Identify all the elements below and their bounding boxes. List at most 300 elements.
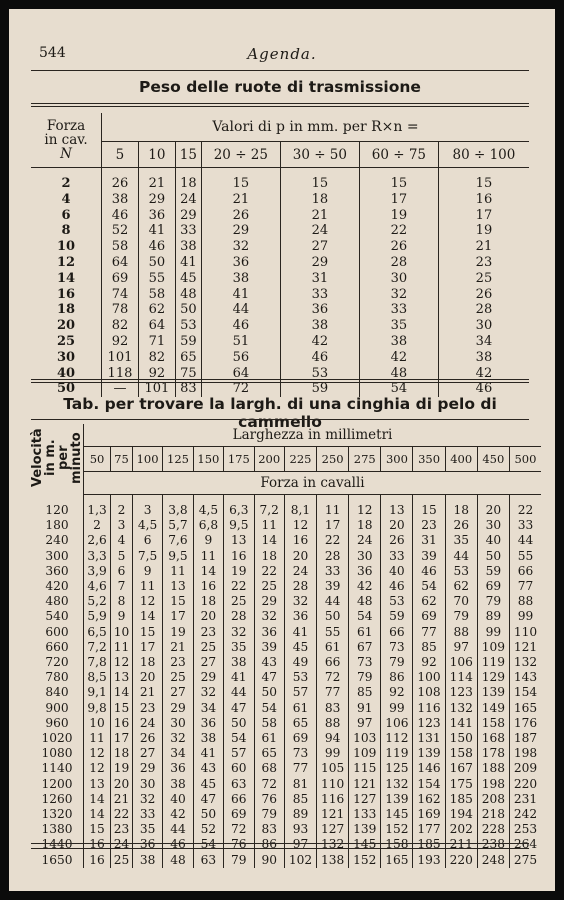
value-cell: 3 bbox=[111, 518, 133, 533]
value-cell: 15 bbox=[438, 168, 529, 192]
value-cell: 85 bbox=[413, 640, 445, 655]
value-cell: 29 bbox=[138, 192, 175, 208]
value-cell: 61 bbox=[254, 731, 284, 746]
value-cell: 28 bbox=[359, 255, 438, 271]
value-cell: 19 bbox=[163, 625, 193, 640]
value-cell: 51 bbox=[201, 334, 280, 350]
value-cell: 45 bbox=[284, 640, 316, 655]
value-cell: 66 bbox=[317, 655, 349, 670]
table-row bbox=[31, 579, 541, 594]
value-cell: 139 bbox=[413, 746, 445, 761]
value-cell: 19 bbox=[438, 223, 529, 239]
value-cell: 248 bbox=[477, 853, 509, 868]
value-cell: 220 bbox=[445, 853, 477, 868]
value-cell: 18 bbox=[349, 518, 381, 533]
value-cell: 38 bbox=[224, 655, 254, 670]
value-cell: 20 bbox=[477, 495, 509, 519]
value-cell: 176 bbox=[509, 716, 541, 731]
value-cell: 30 bbox=[438, 318, 529, 334]
force-cell: 4 bbox=[61, 191, 71, 207]
value-cell: 24 bbox=[175, 192, 201, 208]
value-cell: 114 bbox=[445, 670, 477, 685]
value-cell: 61 bbox=[317, 640, 349, 655]
value-cell: 48 bbox=[349, 594, 381, 609]
value-cell: 41 bbox=[193, 746, 223, 761]
wheel-weight-table bbox=[31, 113, 529, 397]
value-cell: 15 bbox=[280, 168, 359, 192]
value-cell: 62 bbox=[445, 579, 477, 594]
value-cell: 15 bbox=[111, 701, 133, 716]
value-cell: 3,3 bbox=[84, 549, 111, 564]
value-cell: 15 bbox=[201, 168, 280, 192]
value-cell: 132 bbox=[509, 655, 541, 670]
value-cell: 127 bbox=[349, 792, 381, 807]
value-cell: 139 bbox=[349, 822, 381, 837]
table-row bbox=[31, 239, 529, 255]
value-cell: 32 bbox=[254, 609, 284, 624]
column-header: 80 ÷ 100 bbox=[438, 142, 529, 168]
speed-cell: 1200 bbox=[41, 776, 73, 791]
value-cell: 21 bbox=[132, 685, 162, 700]
width-header-cell: 300 bbox=[381, 447, 413, 472]
value-cell: 21 bbox=[111, 792, 133, 807]
value-cell: 83 bbox=[175, 381, 201, 397]
table-row bbox=[31, 168, 529, 192]
value-cell: 72 bbox=[224, 822, 254, 837]
value-cell: 101 bbox=[102, 350, 139, 366]
value-cell: 28 bbox=[224, 609, 254, 624]
value-cell: 17 bbox=[317, 518, 349, 533]
value-cell: 198 bbox=[477, 777, 509, 792]
table-row bbox=[31, 350, 529, 366]
value-cell: 165 bbox=[381, 853, 413, 868]
value-cell: 6 bbox=[132, 533, 162, 548]
value-cell: 106 bbox=[381, 716, 413, 731]
running-header bbox=[39, 45, 525, 65]
value-cell: 33 bbox=[280, 287, 359, 303]
value-cell: 13 bbox=[111, 670, 133, 685]
value-cell: 57 bbox=[284, 685, 316, 700]
value-cell: 14 bbox=[84, 807, 111, 822]
table-row bbox=[31, 271, 529, 287]
value-cell: 32 bbox=[163, 731, 193, 746]
value-cell: 185 bbox=[413, 837, 445, 852]
value-cell: 8,5 bbox=[84, 670, 111, 685]
value-cell: 33 bbox=[132, 807, 162, 822]
column-header: 60 ÷ 75 bbox=[359, 142, 438, 168]
value-cell: 24 bbox=[284, 564, 316, 579]
value-cell: 12 bbox=[132, 594, 162, 609]
value-cell: 162 bbox=[413, 792, 445, 807]
speed-cell: 1380 bbox=[41, 822, 73, 837]
value-cell: 13 bbox=[381, 495, 413, 519]
width-header-cell: 125 bbox=[163, 447, 193, 472]
value-cell: 15 bbox=[84, 822, 111, 837]
value-cell: 30 bbox=[163, 716, 193, 731]
value-cell: 82 bbox=[102, 318, 139, 334]
column-header: 20 ÷ 25 bbox=[201, 142, 280, 168]
value-cell: 18 bbox=[193, 594, 223, 609]
force-cell: 20 bbox=[56, 318, 76, 334]
value-cell: 69 bbox=[224, 807, 254, 822]
value-cell: 17 bbox=[111, 731, 133, 746]
force-cell: 14 bbox=[56, 270, 76, 286]
value-cell: 6,8 bbox=[193, 518, 223, 533]
value-cell: 78 bbox=[102, 302, 139, 318]
value-cell: 73 bbox=[381, 640, 413, 655]
value-cell: 22 bbox=[254, 564, 284, 579]
value-cell: 178 bbox=[477, 746, 509, 761]
value-cell: 145 bbox=[381, 807, 413, 822]
value-cell: 88 bbox=[509, 594, 541, 609]
value-cell: 99 bbox=[381, 701, 413, 716]
value-cell: 65 bbox=[284, 716, 316, 731]
value-cell: 132 bbox=[445, 701, 477, 716]
value-cell: 143 bbox=[509, 670, 541, 685]
value-cell: 22 bbox=[224, 579, 254, 594]
value-cell: 4,5 bbox=[193, 495, 223, 519]
value-cell: 42 bbox=[349, 579, 381, 594]
value-cell: 64 bbox=[138, 318, 175, 334]
value-cell: 18 bbox=[132, 655, 162, 670]
value-cell: 34 bbox=[193, 701, 223, 716]
speed-cell: 900 bbox=[45, 700, 69, 715]
table-row bbox=[31, 792, 541, 807]
width-header-cell: 450 bbox=[477, 447, 509, 472]
value-cell: 41 bbox=[201, 287, 280, 303]
stub-header-line: in cav. bbox=[44, 132, 88, 148]
value-cell: 99 bbox=[317, 746, 349, 761]
value-cell: 88 bbox=[317, 716, 349, 731]
value-cell: 220 bbox=[509, 777, 541, 792]
value-cell: 121 bbox=[509, 640, 541, 655]
value-cell: 9 bbox=[111, 609, 133, 624]
value-cell: 33 bbox=[509, 518, 541, 533]
value-cell: 38 bbox=[438, 350, 529, 366]
stub-line: Velocità bbox=[30, 428, 45, 488]
value-cell: 79 bbox=[445, 609, 477, 624]
value-cell: 16 bbox=[284, 533, 316, 548]
value-cell: 28 bbox=[317, 549, 349, 564]
value-cell: 36 bbox=[284, 609, 316, 624]
value-cell: 15 bbox=[163, 594, 193, 609]
value-cell: 46 bbox=[413, 564, 445, 579]
value-cell: 83 bbox=[254, 822, 284, 837]
value-cell: 152 bbox=[381, 822, 413, 837]
value-cell: 33 bbox=[359, 302, 438, 318]
value-cell: 27 bbox=[132, 746, 162, 761]
value-cell: 146 bbox=[413, 761, 445, 776]
value-cell: 69 bbox=[284, 731, 316, 746]
speed-stub-text bbox=[31, 426, 83, 490]
value-cell: 92 bbox=[413, 655, 445, 670]
value-cell: 29 bbox=[193, 670, 223, 685]
speed-cell: 840 bbox=[45, 685, 69, 700]
value-cell: 188 bbox=[477, 761, 509, 776]
value-cell: 6 bbox=[111, 564, 133, 579]
speed-cell: 420 bbox=[45, 579, 69, 594]
width-header-cell: 75 bbox=[111, 447, 133, 472]
value-cell: 58 bbox=[138, 287, 175, 303]
value-cell: 125 bbox=[381, 761, 413, 776]
value-cell: 34 bbox=[163, 746, 193, 761]
value-cell: 16 bbox=[84, 853, 111, 868]
running-title: Agenda. bbox=[247, 45, 317, 63]
value-cell: 152 bbox=[349, 853, 381, 868]
value-cell: 101 bbox=[138, 381, 175, 397]
value-cell: 60 bbox=[224, 761, 254, 776]
table2-bottom-rule-2 bbox=[31, 848, 529, 849]
force-cell: 30 bbox=[56, 349, 76, 365]
value-cell: 82 bbox=[138, 350, 175, 366]
value-cell: 32 bbox=[193, 685, 223, 700]
value-cell: 168 bbox=[477, 731, 509, 746]
value-cell: 99 bbox=[509, 609, 541, 624]
value-cell: 21 bbox=[280, 208, 359, 224]
column-header: 5 bbox=[102, 142, 139, 168]
value-cell: 36 bbox=[138, 208, 175, 224]
value-cell: 11 bbox=[84, 731, 111, 746]
value-cell: 29 bbox=[132, 761, 162, 776]
width-header-cell: 500 bbox=[509, 447, 541, 472]
value-cell: 20 bbox=[284, 549, 316, 564]
value-cell: 42 bbox=[280, 334, 359, 350]
value-cell: 33 bbox=[317, 564, 349, 579]
value-cell: 46 bbox=[138, 239, 175, 255]
value-cell: 32 bbox=[284, 594, 316, 609]
value-cell: 23 bbox=[193, 625, 223, 640]
value-cell: 17 bbox=[359, 192, 438, 208]
value-cell: 34 bbox=[438, 334, 529, 350]
value-cell: 138 bbox=[317, 853, 349, 868]
value-cell: 99 bbox=[477, 625, 509, 640]
value-cell: 2 bbox=[111, 495, 133, 519]
value-cell: 25 bbox=[254, 579, 284, 594]
stub-header-line: N bbox=[60, 146, 72, 162]
value-cell: 53 bbox=[280, 366, 359, 382]
value-cell: 115 bbox=[349, 761, 381, 776]
value-cell: 22 bbox=[317, 533, 349, 548]
value-cell: 12 bbox=[84, 761, 111, 776]
table-row bbox=[31, 208, 529, 224]
force-cell: 40 bbox=[56, 365, 76, 381]
value-cell: 43 bbox=[193, 761, 223, 776]
speed-cell: 240 bbox=[45, 533, 69, 548]
value-cell: 39 bbox=[317, 579, 349, 594]
value-cell: 59 bbox=[175, 334, 201, 350]
value-cell: 42 bbox=[163, 807, 193, 822]
value-cell: 39 bbox=[254, 640, 284, 655]
value-cell: 9 bbox=[193, 533, 223, 548]
table-row bbox=[31, 625, 541, 640]
value-cell: 73 bbox=[349, 655, 381, 670]
value-cell: 19 bbox=[111, 761, 133, 776]
value-cell: 116 bbox=[317, 792, 349, 807]
value-cell: 145 bbox=[349, 837, 381, 852]
value-cell: 23 bbox=[438, 255, 529, 271]
value-cell: 38 bbox=[175, 239, 201, 255]
value-cell: 30 bbox=[349, 549, 381, 564]
table-row bbox=[31, 287, 529, 303]
value-cell: 79 bbox=[224, 853, 254, 868]
table-row bbox=[31, 192, 529, 208]
value-cell: 46 bbox=[163, 837, 193, 852]
table-row bbox=[31, 495, 541, 519]
value-cell: 18 bbox=[111, 746, 133, 761]
value-cell: 46 bbox=[201, 318, 280, 334]
value-cell: 14 bbox=[111, 685, 133, 700]
value-cell: 54 bbox=[254, 701, 284, 716]
value-cell: 25 bbox=[224, 594, 254, 609]
value-cell: 31 bbox=[413, 533, 445, 548]
value-cell: 61 bbox=[284, 701, 316, 716]
value-cell: 50 bbox=[138, 255, 175, 271]
value-cell: 100 bbox=[413, 670, 445, 685]
value-cell: 22 bbox=[111, 807, 133, 822]
value-cell: 150 bbox=[445, 731, 477, 746]
value-cell: 9,5 bbox=[224, 518, 254, 533]
value-cell: 9,5 bbox=[163, 549, 193, 564]
force-cell: 6 bbox=[61, 207, 71, 223]
table-row bbox=[31, 716, 541, 731]
value-cell: 149 bbox=[477, 701, 509, 716]
value-cell: 24 bbox=[132, 716, 162, 731]
width-header-cell: 225 bbox=[284, 447, 316, 472]
speed-cell: 1260 bbox=[41, 791, 73, 806]
value-cell: 49 bbox=[284, 655, 316, 670]
value-cell: 32 bbox=[224, 625, 254, 640]
value-cell: 36 bbox=[193, 716, 223, 731]
value-cell: 22 bbox=[509, 495, 541, 519]
value-cell: 12 bbox=[349, 495, 381, 519]
value-cell: 45 bbox=[175, 271, 201, 287]
value-cell: 97 bbox=[445, 640, 477, 655]
value-cell: 32 bbox=[201, 239, 280, 255]
value-cell: 275 bbox=[509, 853, 541, 868]
speed-stub-header bbox=[31, 424, 84, 495]
value-cell: 5,2 bbox=[84, 594, 111, 609]
speed-cell: 480 bbox=[45, 594, 69, 609]
value-cell: 44 bbox=[201, 302, 280, 318]
value-cell: 79 bbox=[477, 594, 509, 609]
value-cell: 132 bbox=[381, 777, 413, 792]
value-cell: 40 bbox=[477, 533, 509, 548]
value-cell: 32 bbox=[132, 792, 162, 807]
value-cell: 18 bbox=[280, 192, 359, 208]
value-cell: 109 bbox=[349, 746, 381, 761]
value-cell: 35 bbox=[132, 822, 162, 837]
value-cell: 24 bbox=[111, 837, 133, 852]
header-rule bbox=[31, 70, 529, 71]
value-cell: 50 bbox=[317, 609, 349, 624]
value-cell: 21 bbox=[438, 239, 529, 255]
value-cell: 12 bbox=[111, 655, 133, 670]
value-cell: 23 bbox=[413, 518, 445, 533]
width-header-cell: 275 bbox=[349, 447, 381, 472]
value-cell: 68 bbox=[254, 761, 284, 776]
value-cell: 119 bbox=[477, 655, 509, 670]
value-cell: 127 bbox=[317, 822, 349, 837]
value-cell: 9 bbox=[132, 564, 162, 579]
value-cell: 27 bbox=[193, 655, 223, 670]
value-cell: 19 bbox=[359, 208, 438, 224]
value-cell: 45 bbox=[193, 777, 223, 792]
value-cell: 12 bbox=[84, 746, 111, 761]
value-cell: 55 bbox=[509, 549, 541, 564]
speed-cell: 180 bbox=[45, 518, 69, 533]
value-cell: 264 bbox=[509, 837, 541, 852]
value-cell: 14 bbox=[132, 609, 162, 624]
force-cell: 25 bbox=[56, 333, 76, 349]
value-cell: 169 bbox=[413, 807, 445, 822]
value-cell: 77 bbox=[284, 761, 316, 776]
speed-cell: 300 bbox=[45, 548, 69, 563]
value-cell: 74 bbox=[102, 287, 139, 303]
force-cell: 10 bbox=[56, 239, 76, 255]
value-cell: 193 bbox=[413, 853, 445, 868]
value-cell: 5 bbox=[111, 549, 133, 564]
value-cell: 141 bbox=[445, 716, 477, 731]
value-cell: 40 bbox=[381, 564, 413, 579]
speed-cell: 1020 bbox=[41, 731, 73, 746]
value-cell: 16 bbox=[438, 192, 529, 208]
table-row bbox=[31, 731, 541, 746]
value-cell: 56 bbox=[201, 350, 280, 366]
value-cell: 15 bbox=[413, 495, 445, 519]
table-row bbox=[31, 334, 529, 350]
value-cell: 38 bbox=[193, 731, 223, 746]
width-header-cell: 350 bbox=[413, 447, 445, 472]
value-cell: 9,1 bbox=[84, 685, 111, 700]
table2-body bbox=[31, 495, 541, 868]
width-header-cell: 250 bbox=[317, 447, 349, 472]
value-cell: 11 bbox=[317, 495, 349, 519]
value-cell: 118 bbox=[102, 366, 139, 382]
value-cell: 26 bbox=[438, 287, 529, 303]
value-cell: 41 bbox=[175, 255, 201, 271]
table2-bottom-rule bbox=[31, 843, 529, 844]
force-cell: 50 bbox=[56, 381, 76, 397]
value-cell: 62 bbox=[138, 302, 175, 318]
value-cell: 165 bbox=[509, 701, 541, 716]
value-cell: 110 bbox=[317, 777, 349, 792]
value-cell: 50 bbox=[254, 685, 284, 700]
value-cell: 211 bbox=[445, 837, 477, 852]
value-cell: 39 bbox=[413, 549, 445, 564]
value-cell: 81 bbox=[284, 777, 316, 792]
value-cell: 54 bbox=[349, 609, 381, 624]
value-cell: 67 bbox=[349, 640, 381, 655]
value-cell: 38 bbox=[132, 853, 162, 868]
value-cell: 59 bbox=[381, 609, 413, 624]
value-cell: 139 bbox=[477, 685, 509, 700]
book-page bbox=[9, 9, 555, 891]
value-cell: 20 bbox=[381, 518, 413, 533]
value-cell: 121 bbox=[317, 807, 349, 822]
value-cell: 44 bbox=[163, 822, 193, 837]
value-cell: 9,8 bbox=[84, 701, 111, 716]
value-cell: 20 bbox=[132, 670, 162, 685]
speed-cell: 1140 bbox=[41, 761, 73, 776]
value-cell: 187 bbox=[509, 731, 541, 746]
speed-cell: 960 bbox=[45, 715, 69, 730]
table-row bbox=[31, 777, 541, 792]
value-cell: 253 bbox=[509, 822, 541, 837]
value-cell: 105 bbox=[317, 761, 349, 776]
value-cell: 52 bbox=[193, 822, 223, 837]
width-header-cell: 100 bbox=[132, 447, 162, 472]
speed-cell: 360 bbox=[45, 563, 69, 578]
